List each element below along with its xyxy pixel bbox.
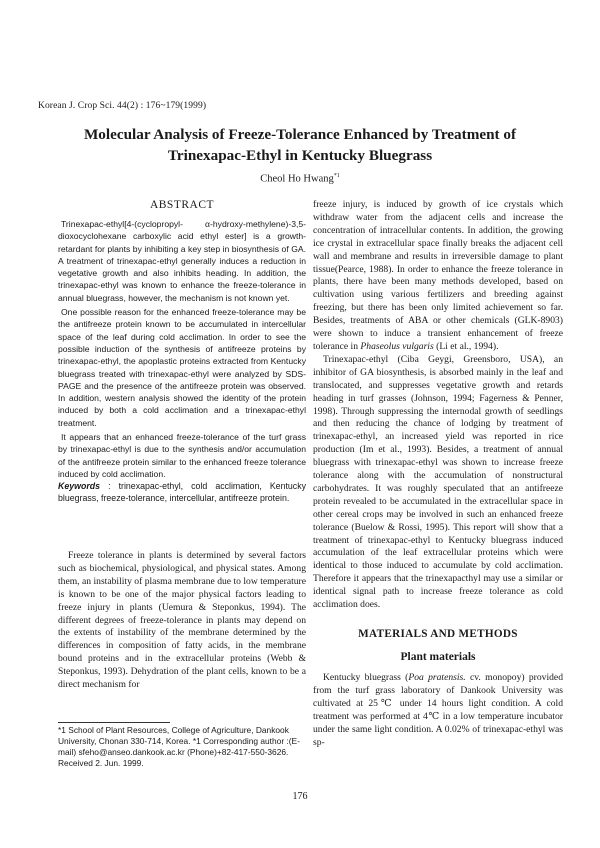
right-p1-text: freeze injury, is induced by growth of ice crystals which withdraw water from the adjacent cells and increase the concentration of intracellular contents. In addition, the growing ice crystal in extracellular space finally breaks the adjacent cell wall and membrane and results in irreversible damage to plant tissue(Pearce, 1988). In order to enhance the freeze tolerance in plants, there have been many methods developed, based on cultivation using various fertilizers and breeding against freezing, but there has been only limited achievement so far. Besides, treatments of ABA or other chemicals (GLK-8903) were shown to induce a transient enhancement of freeze tolerance in [313, 199, 563, 352]
materials-body [313, 672, 563, 749]
footnote-rule [58, 722, 170, 723]
introduction-body [58, 550, 306, 692]
right-p1-species: Phaseolus vulgaris [360, 340, 434, 352]
author-footnote-mark: *1 [333, 173, 340, 179]
abstract-paragraph-1: Trinexapac-ethyl[4-(cyclopropyl- α-hydroxy-methylene)-3,5-dioxocyclohexane carboxylic acid ethyl ester] is a growth-retardant for plants by inhibiting a key step in biosynthesis of GA. A treatment of trinexapac-ethyl generally induces a reduction in vegetative growth and also inhibits heading. In addition, the trinexapac-ethyl was known to enhance the freeze-tolerance in annual bluegrass, however, the mechanism is not known yet. [58, 219, 306, 303]
materials-paragraph-1 [313, 672, 563, 749]
subsection-heading-plant-materials: Plant materials [400, 651, 476, 663]
keywords-text: : trinexapac-ethyl, cold acclimation, Kentucky bluegrass, freeze-tolerance, intercellular, antifreeze protein. [58, 481, 306, 503]
mat-p1-b: cv. monopoy) provided from the turf grass laboratory of Dankook University was cultivated at 25℃ under 14 hours light condition. A cold treatment was performed at 4℃ in a low temperature incubator under the same light condition. A 0.02% of trinexapac-ethyl was sp- [313, 672, 563, 748]
intro-paragraph-1: Freeze tolerance in plants is determined by several factors such as biochemical, physiological, and physical states. Among them, an instability of plasma membrane due to low temperature is known to be one of the major physical factors leading to freeze injury in plants (Uemura & Steponkus, 1994). The different degrees of freeze-tolerance in plants may depend on the extents of instability of the membrane determined by the differences in composition of fatty acids, in the membrane bound proteins and in the extracellular proteins (Webb & Steponkus, 1993). Dehydration of the plant cells, known to be a direct mechanism for [58, 550, 306, 691]
mat-p1-a: Kentucky bluegrass ( [323, 672, 409, 683]
paper-title [30, 124, 570, 166]
author-line [0, 173, 600, 185]
page-number: 176 [292, 791, 308, 802]
right-p1-end: (Li et al., 1994). [436, 340, 499, 352]
title-line-2: Trinexapac-Ethyl in Kentucky Bluegrass [167, 147, 433, 164]
abstract-heading: ABSTRACT [149, 199, 215, 211]
abstract-paragraph-2: One possible reason for the enhanced freeze-tolerance may be the antifreeze protein known to be accumulated in intercellular space of the leaf during cold acclimation. In order to see the possible induction of the synthesis of antifreeze proteins by trinexapac-ethyl, the apoplastic proteins extracted from Kentucky bluegrass treated with trinexapac-ethyl were analyzed by SDS-PAGE and the presence of the antifreeze protein was observed. In addition, western analysis showed the identity of the protein induced by both a cold acclimation and a trinexapac-ethyl treatment. [58, 307, 306, 428]
keywords [58, 480, 306, 504]
section-heading-methods: MATERIALS AND METHODS [358, 628, 518, 640]
abstract-body [58, 218, 306, 480]
right-paragraph-2: Trinexapac-ethyl (Ciba Geygi, Greensboro, USA), an inhibitor of GA biosynthesis, is absorbed mainly in the leaf and translocated, and suppresses vegetative growth and retards heading in turf grasses (Johnson, 1994; Fagerness & Penner, 1998). Through suppressing the internodal growth of seedlings and then reducing the chance of lodging by treatment of trinexapac-ethyl, an increased yield was reported in rice production (Im et al., 1993). Besides, a treatment of annual bluegrass with trinexapac-ethyl was shown to increase freeze tolerance along with the accumulation of nonstructural carbohydrates. It was roughly speculated that an antifreeze protein revealed to be accumulated in the extracellular space in other cereal crops may be involved in such an enhanced freeze tolerance (Buelow & Rossi, 1995). This report will show that a treatment of trinexapac-ethyl to Kentucky bluegrass induced accumulation of the leaf extracellular proteins which were identical to those induced to accumulate by cold acclimation. Therefore it appears that the trinexapacthyl may use a similar or identical signal path to increase freeze tolerance as cold acclimation does. [313, 353, 563, 611]
right-column-body [313, 199, 563, 612]
journal-citation: Korean J. Crop Sci. 44(2) : 176~179(1999) [38, 101, 207, 111]
author-name: Cheol Ho Hwang [260, 173, 334, 185]
title-line-1: Molecular Analysis of Freeze-Tolerance Enhanced by Treatment of [83, 126, 517, 143]
mat-p1-species: Poa pratensis. [408, 672, 466, 683]
footnote: *1 School of Plant Resources, College of Agriculture, Dankook University, Chonan 330-714, Korea. *1 Corresponding author :(E-mail) sfeho@anseo.dankook.ac.kr (Phone)+82-417-550-3626. Received 2. Jun. 1999. [58, 725, 300, 768]
abstract-paragraph-3: It appears that an enhanced freeze-tolerance of the turf grass by trinexapac-ethyl is due to the synthesis and/or accumulation of the antifreeze protein similar to the enhanced freeze tolerance induced by cold acclimation. [58, 432, 306, 479]
keywords-label: Keywords [58, 481, 101, 491]
right-paragraph-1 [313, 199, 563, 354]
